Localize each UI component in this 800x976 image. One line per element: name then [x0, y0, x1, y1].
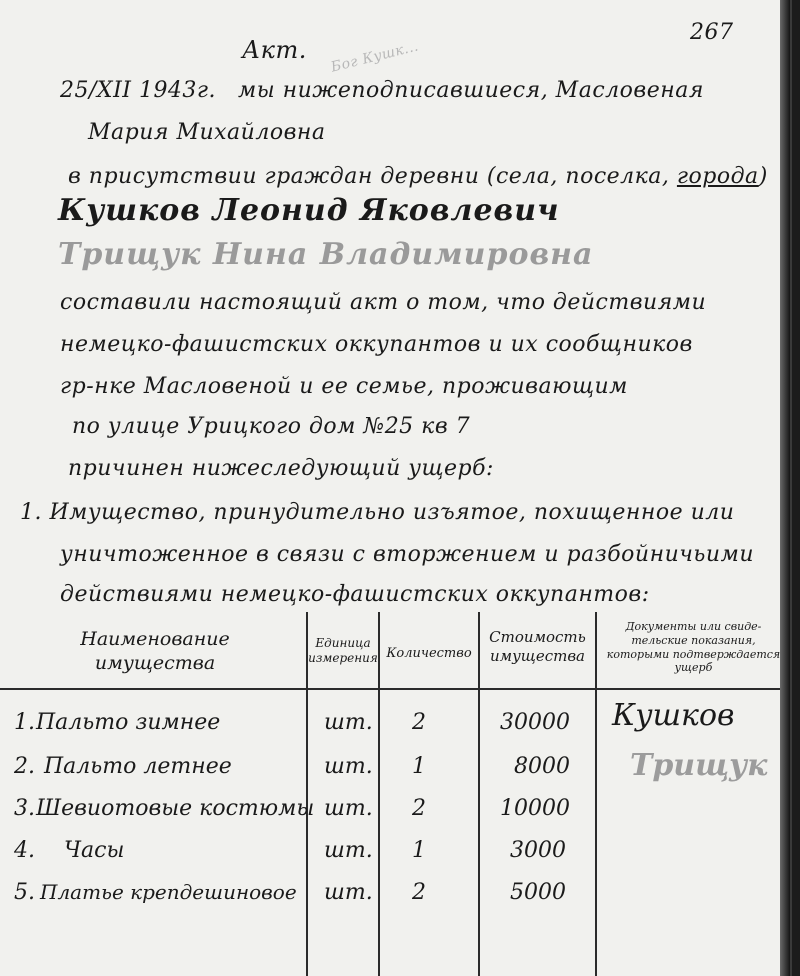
header-cost-line-1: Стоимость [489, 628, 586, 646]
row-3-unit: шт. [324, 796, 373, 821]
preamble-line: мы нижеподписавшиеся, Масловеная [238, 78, 704, 103]
item-1-line-3: действиями немецко-фашистских оккупантов: [60, 582, 650, 607]
row-4-name: Часы [64, 838, 125, 863]
row-1-quantity: 2 [412, 710, 426, 735]
header-documents-line-2: тельские показания, [631, 633, 756, 647]
presence-text: в присутствии граждан деревни (села, поселка, [68, 164, 670, 189]
row-5-quantity: 2 [412, 880, 426, 905]
header-documents-line-3: которыми подтверждается ущерб [606, 647, 781, 675]
date-line: 25/XII 1943г. [60, 78, 217, 103]
header-quantity [380, 646, 478, 662]
body-line-1: составили настоящий акт о том, что действиями [60, 290, 707, 315]
presence-underlined: города [676, 164, 759, 189]
presence-close: ) [758, 164, 768, 189]
witness-signature-2: Трищук [630, 748, 768, 783]
header-name-line-1: Наименование [80, 628, 230, 650]
row-2-cost: 8000 [514, 754, 570, 779]
witness-name-2: Трищук Нина Владимировна [58, 237, 594, 272]
margin-note: Бог Кушк... [329, 38, 421, 76]
table-divider-2 [378, 612, 380, 976]
body-line-5: причинен нижеследующий ущерб: [68, 456, 494, 481]
header-quantity-text: Количество [386, 646, 472, 661]
header-documents [597, 620, 790, 675]
row-4-quantity: 1 [412, 838, 426, 863]
header-documents-line-1: Документы или свиде- [625, 620, 762, 633]
page-edge-shadow [780, 0, 790, 976]
header-unit-line-1: Единица [315, 636, 371, 650]
row-3-cost: 10000 [500, 796, 570, 821]
document-title: Акт. [242, 36, 307, 64]
row-1-name: Пальто зимнее [36, 710, 221, 735]
table-divider-1 [306, 612, 308, 976]
row-3-number: 3. [14, 796, 35, 821]
row-4-unit: шт. [324, 838, 373, 863]
row-1-unit: шт. [324, 710, 373, 735]
item-1-line-1: 1. Имущество, принудительно изъятое, похищенное или [20, 500, 735, 525]
row-4-number: 4. [14, 838, 35, 863]
row-1-cost: 30000 [500, 710, 570, 735]
row-5-cost: 5000 [510, 880, 566, 905]
witness-signature-1: Кушков [612, 698, 735, 733]
header-unit [308, 636, 378, 666]
page-number: 267 [690, 20, 734, 45]
body-line-2: немецко-фашистских оккупантов и их сообщников [60, 332, 693, 357]
row-5-unit: шт. [324, 880, 373, 905]
header-name-line-2: имущества [94, 651, 216, 674]
row-2-unit: шт. [324, 754, 373, 779]
row-2-quantity: 1 [412, 754, 426, 779]
presence-line [68, 166, 768, 188]
row-3-name: Шевиотовые костюмы [36, 796, 315, 821]
row-5-name: Платье крепдешиновое [40, 880, 297, 904]
row-4-cost: 3000 [510, 838, 566, 863]
author-name-line: Мария Михайловна [88, 120, 326, 145]
table-header-rule [0, 688, 790, 690]
header-cost-line-2: имущества [490, 646, 585, 665]
row-5-number: 5. [14, 880, 35, 905]
header-name [10, 628, 300, 676]
witness-name-1: Кушков Леонид Яковлевич [58, 193, 560, 228]
table-divider-3 [478, 612, 480, 976]
header-cost [480, 628, 595, 666]
body-line-3: гр-нке Масловеной и ее семье, проживающим [60, 374, 628, 399]
row-2-number: 2. [14, 754, 35, 779]
item-1-line-2: уничтоженное в связи с вторжением и разбойничьими [60, 542, 754, 567]
row-3-quantity: 2 [412, 796, 426, 821]
body-line-4: по улице Урицкого дом №25 кв 7 [72, 414, 471, 439]
row-2-name: Пальто летнее [44, 754, 232, 779]
header-unit-line-2: измерения [308, 651, 378, 665]
row-1-number: 1. [14, 710, 35, 735]
